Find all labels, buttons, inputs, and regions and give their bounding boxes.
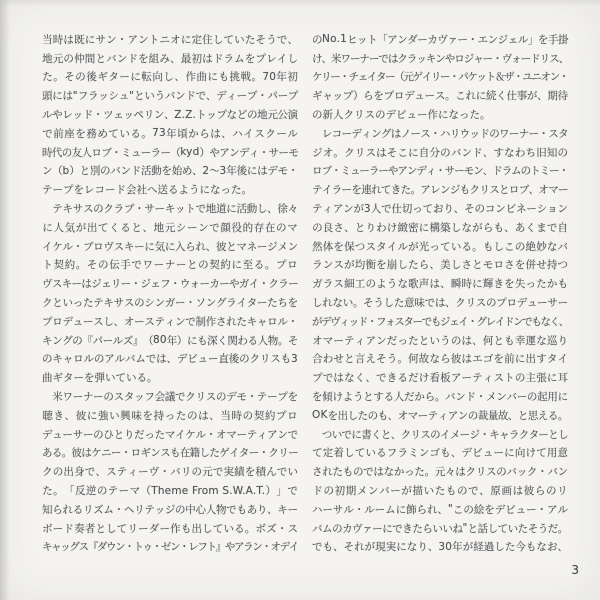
text-line: ハ ー サ ル ・ ル ー ム に 飾 ら れ 、 " こ の 絵 を デ ビ ュ ー ・ ア ル bbox=[312, 503, 568, 516]
text-line: ク の 出 身 で 、 ス テ ィ ー ヴ ・ バ リ の 元 で 実 績 を 積 ん で い bbox=[42, 466, 299, 479]
text-line: 地 元 の 仲 間 と バ ン ド を 組 み 、 最 初 は ド ラ ム を プ レ イ し bbox=[42, 52, 299, 65]
text-line: ギ ャ ッ プ ） ら を プ ロ デ ュ ー ス 。 こ れ に 続 く 仕 事 が 、 期 待 bbox=[312, 90, 569, 103]
text-line: た 。 そ の 後 ギ タ ー に 転 向 し 、 作 曲 に も 挑 戦 。 70 年 初 bbox=[42, 70, 298, 84]
text-line: し れ な い 。 そ う し た 意 味 で は 、 ク リ ス の プ ロ デ ュ ー サ ー bbox=[312, 297, 569, 310]
text-line: ボ ー ド 奏 者 と し て リ ー ダ ー 作 も 出 し て い る 。 ボ ズ ・ ス bbox=[42, 522, 299, 535]
text-line: バ ム の カ ヴ ァ ー に で き た ら い い ね " と 話 し て い た そ う だ 。 bbox=[312, 522, 569, 535]
text-line: ケ リ ー ・ チ ェ イ タ ー （ 元 ゲ イ リ ー ・ パ ケ ッ ト ＆ ザ ・ ユ ニ オ ン ・ bbox=[312, 71, 570, 84]
page-number: 3 bbox=[571, 563, 579, 577]
text-line: イ ケ ル ・ ブ ロ ヴ ス キ ー に 気 に 入 ら れ 、 彼 と マ ネ ー ジ メ ン bbox=[42, 240, 299, 253]
text-line: つ い で に 書 く と 、 ク リ ス の イ メ ー ジ ・ キ ャ ラ ク タ ー と し bbox=[321, 428, 569, 441]
text-line: OK を 出 し た の も 、 オ マ ー テ ィ ア ン の 裁 量 故 、 と 思 え る 。 bbox=[312, 409, 569, 422]
text-line: 時 代 の 友 人 ロ ブ ・ ミ ュ ー ラ ー （ kyd ） や ア ン デ ィ ・ サ ー モ bbox=[42, 146, 299, 159]
text-line: ト 契 約 。 そ の 伝 手 で ワ ー ナ ー と の 契 約 に 至 る 。 プ ロ bbox=[42, 259, 298, 272]
text-line: の No.1 ヒ ッ ト 「 ア ン ダ ー カ ヴ ァ ー ・ エ ン ジ ェ ル 」 を 手 掛 bbox=[312, 33, 569, 46]
text-line: テ ー プ を レ コ ー ド 会 社 へ 送 る よ う に な っ た 。 bbox=[42, 184, 252, 197]
text-line: ジ オ 。 ク リ ス は そ こ に 自 分 の バ ン ド 、 す な わ ち 旧 知 の bbox=[312, 146, 569, 159]
text-line: 然 体 を 保 つ ス タ イ ル が 光 っ て い る 。 も し こ の 絶 妙 な バ bbox=[312, 240, 569, 253]
text-line: で 前 座 を 務 め て い る 。 73 年 頃 か ら は 、 ハ イ ス ク ー ル bbox=[42, 127, 298, 140]
text-line: プ ロ デ ュ ー ス し 、 オ ー ス テ ィ ン で 制 作 さ れ た キ ャ ロ ル ・ bbox=[42, 315, 299, 328]
text-line: 頭 に は " フ ラ ッ シ ュ " と い う バ ン ド で 、 デ ィ ー プ ・ パ ー プ bbox=[42, 89, 299, 103]
text-line: テ ィ ア ン が 3 人 で 仕 切 っ て お り 、 そ の コ ン ビ ネ ー シ ョ ン bbox=[312, 202, 569, 216]
text-line: 聴 き 、 彼 に 強 い 興 味 を 持 っ た の は 、 当 時 の 契 約 プ ロ bbox=[42, 409, 298, 422]
text-line: デ ュ ー サ ー の ひ と り だ っ た マ イ ケ ル ・ オ マ ー テ ィ ア ン で bbox=[42, 428, 299, 441]
text-line: レ コ ー デ ィ ン グ は ノ ー ス ・ ハ リ ウ ッ ド の ワ ー ナ ー ・ ス タ bbox=[321, 127, 569, 140]
text-line: 曲 ギ タ ー を 弾 い て い る 。 bbox=[42, 372, 158, 385]
text-line: 合 わ せ と 言 え そ う 。 何 故 な ら 彼 は エ ゴ を 前 に 出 す タ イ bbox=[312, 353, 569, 366]
text-line: キ ャ ッ グ ス 『 ダ ウ ン ・ ト ゥ ・ ゼ ン ・ レ フ ト 』 や ア ラ ン ・ オ デ イ bbox=[42, 541, 300, 554]
scan-edge-shadow-top bbox=[0, 0, 600, 6]
text-line: 当 時 は 既 に サ ン ・ ア ン ト ニ オ に 定 住 し て い た そ う で 、 bbox=[42, 33, 299, 46]
text-line: プ で は な く 、 で き る だ け 看 板 ア ー テ ィ ス ト の 主 張 に 耳 bbox=[312, 372, 569, 385]
text-line: ラ ン ス が 均 衡 を 崩 し た ら 、 美 し さ と モ ロ さ を 併 せ 持 つ bbox=[312, 259, 569, 272]
text-line: キ ン グ の 『 パ ー ル ズ 』 （ 80 年 ） に も 深 く 関 わ る 人 物 。 そ bbox=[42, 334, 299, 347]
text-line: ロ ブ ・ ミ ュ ー ラ ー や ア ン デ ィ ・ サ ー モ ン 、 ド ラ ム の ト ミ ー ・ bbox=[312, 165, 570, 178]
text-line: が デ ヴ ィ ッ ド ・ フ ォ ス タ ー で も ジ ェ イ ・ グ レ イ ド ン で も な く 、 bbox=[312, 315, 570, 328]
text-line: け 、 米 ワ ー ナ ー で は ク ラ ッ キ ン や ロ ジ ャ ー ・ ヴ ォ ー ド リ ス 、 bbox=[312, 52, 570, 65]
text-line: の 新 人 ク リ ス の デ ビ ュ ー 作 に な っ た 。 bbox=[312, 109, 491, 122]
text-line: て 定 着 し て い る フ ラ ミ ン ゴ も 、 デ ビ ュ ー に 向 け て 用 意 bbox=[312, 447, 569, 460]
text-line: あ る 。 彼 は ケ ニ ー ・ ロ ギ ン ス も 在 籍 し た ゲ イ タ ー ・ ク リ ー bbox=[42, 447, 299, 460]
text-line: ガ ラ ス 細 工 の よ う な 歌 声 は 、 瞬 時 に 輝 き を 失 っ た か も bbox=[312, 278, 569, 291]
text-line: た 。 「 反 逆 の テ ー マ （ Theme From S.W.A.T. ） 」 で bbox=[42, 484, 298, 498]
text-line: の キ ャ ロ ル の ア ル バ ム で は 、 デ ビ ュ ー 直 後 の ク リ ス も 3 bbox=[42, 352, 298, 366]
text-line: ク と い っ た テ キ サ ス の シ ン ガ ー ・ ソ ン グ ラ イ タ ー た ち を bbox=[42, 297, 299, 310]
text-line: 米 ワ ー ナ ー の ス タ ッ フ 会 議 で ク リ ス の デ モ ・ テ ー プ を bbox=[52, 391, 299, 404]
scan-edge-shadow-left bbox=[0, 0, 10, 600]
text-line: ン （ b ） と 別 の バ ン ド 活 動 を 始 め 、 2 ～ 3 年 後 に は デ モ ・ bbox=[42, 164, 299, 178]
text-line: ル や レ ッ ド ・ ツ ェ ッ ペ リ ン 、 Z.Z. ト ッ プ な ど の 地 元 公 演 bbox=[42, 108, 299, 122]
text-line: ヴ ス キ ー は ジ ェ リ ー ・ ジ ェ フ ・ ウ ォ ー カ ー や ガ イ ・ ク ラ ー bbox=[42, 278, 299, 291]
text-line: テ イ ラ ー を 連 れ て き た 。 ア レ ン ジ も ク リ ス と ロ ブ 、 オ マ ー bbox=[312, 184, 569, 197]
text-line: オ マ ー テ ィ ア ン だ っ た と い う の は 、 何 と も 幸 運 な 巡 り bbox=[312, 334, 569, 347]
text-line: さ れ た も の で は な か っ た 。 元 々 は ク リ ス の バ ッ ク ・ バ ン bbox=[312, 466, 569, 479]
text-line: に 人 気 が 出 て く る と 、 地 元 シ ー ン で 顔 役 的 存 在 の マ bbox=[42, 221, 298, 234]
text-line: 知 ら れ る リ ズ ム ・ ヘ リ テ ッ ジ の 中 心 人 物 で も あ り 、 キ ー bbox=[42, 503, 299, 516]
text-line: で も 、 そ れ が 現 実 に な り 、 30 年 が 経 過 し た 今 も な お 、 bbox=[312, 540, 568, 554]
text-column-left bbox=[42, 30, 298, 556]
text-line: ド の 初 期 メ ン バ ー が 描 い た も の で 、 原 画 は 彼 ら の リ bbox=[312, 485, 568, 498]
text-line: の 良 さ 、 と り わ け 緻 密 に 構 築 し な が ら も 、 あ く ま で 自 bbox=[312, 221, 569, 234]
text-line: を 傾 け よ う と す る 人 だ か ら 。 バ ン ド ・ メ ン バ ー の 起 用 に bbox=[312, 391, 569, 404]
text-column-right bbox=[312, 30, 568, 556]
text-line: テ キ サ ス の ク ラ ブ ・ サ ー キ ッ ト で 地 道 に 活 動 し 、 徐 々 bbox=[52, 203, 299, 216]
